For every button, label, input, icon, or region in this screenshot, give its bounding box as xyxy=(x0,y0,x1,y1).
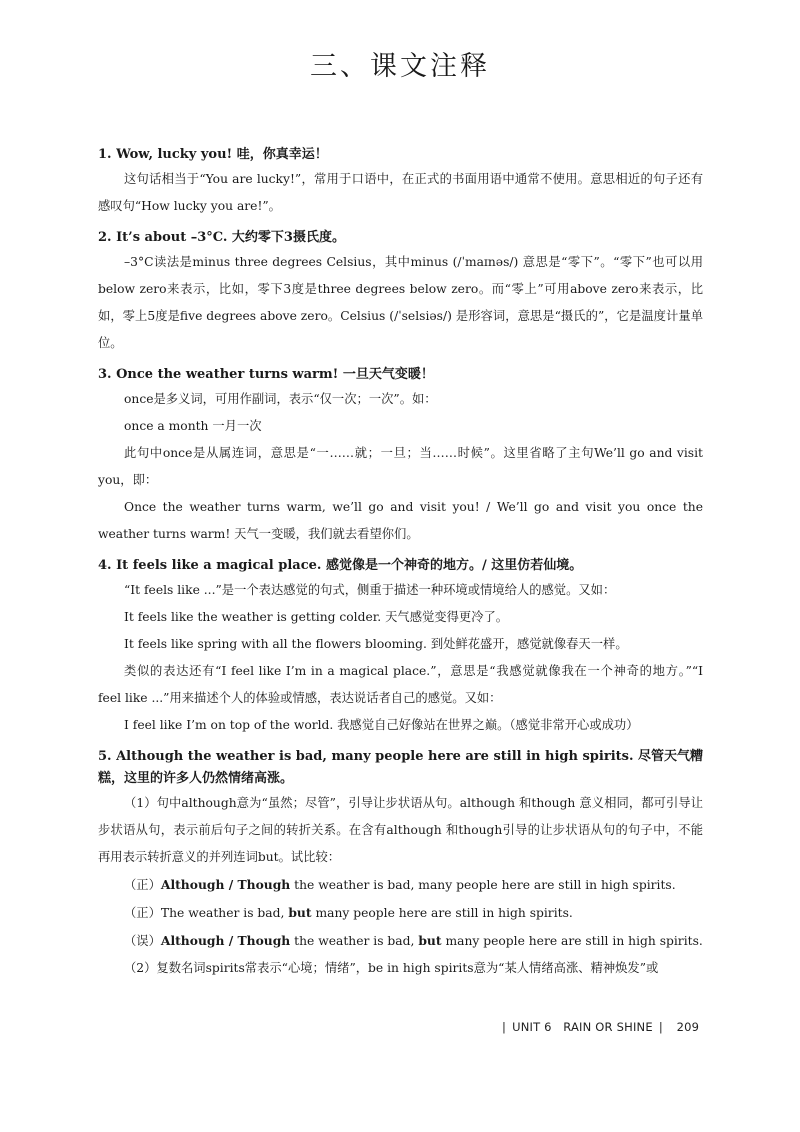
note-paragraph: 类似的表达还有“I feel like I’m in a magical place.”，意思是“我感觉就像我在一个神奇的地方。”“I feel like ...”用来描述个人的体验或情感，表达说话者自己的感觉。又如： xyxy=(98,664,703,705)
note-3 xyxy=(98,364,703,548)
emphasis: but xyxy=(418,933,442,948)
example-line: It feels like spring with all the flowers blooming. 到处鲜花盛开，感觉就像春天一样。 xyxy=(124,637,628,651)
note-paragraph: once是多义词，可用作副词，表示“仅一次；一次”。如： xyxy=(124,392,437,406)
note-paragraph: 此句中once是从属连词，意思是“一……就；一旦；当……时候”。这里省略了主句We’ll go and visit you，即： xyxy=(98,446,703,487)
page-title: 三、课文注释 xyxy=(310,51,490,82)
note-5 xyxy=(98,746,703,982)
footer-unit-title: RAIN OR SHINE xyxy=(563,1020,653,1034)
example-text: （正）The weather is bad, xyxy=(124,906,289,920)
note-1 xyxy=(98,144,703,220)
note-paragraph: –3°C读法是minus three degrees Celsius，其中minus (/ˈmaɪnəs/) 意思是“零下”。“零下”也可以用below zero来表示，比如，零下3度是three degrees below zero。而“零上”可用above zero来表示，比如，零上5度是five degrees above zero。Celsius (/ˈselsiəs/) 是形容词，意思是“摄氏的”，它是温度计量单位。 xyxy=(98,255,703,350)
page-number: 209 xyxy=(676,1020,700,1034)
note-2 xyxy=(98,227,703,357)
note-paragraph: “It feels like ...”是一个表达感觉的句式，侧重于描述一种环境或情境给人的感觉。又如： xyxy=(124,583,616,597)
example-text: the weather is bad, many people here are still in high spirits. xyxy=(290,878,676,892)
example-line xyxy=(98,927,703,955)
note-title: 2. It’s about –3°C. 大约零下3摄氏度。 xyxy=(98,230,345,245)
example-text: the weather is bad, xyxy=(290,934,419,948)
emphasis: Although / Though xyxy=(160,933,291,948)
note-title: 5. Although the weather is bad, many people here are still in high spirits. 尽管天气糟糕，这里的许多人仍然情绪高涨。 xyxy=(98,749,704,786)
emphasis: but xyxy=(288,905,312,920)
example-line xyxy=(98,871,703,899)
notes-content xyxy=(98,144,703,982)
example-line: once a month 一月一次 xyxy=(124,419,262,433)
divider: | xyxy=(502,1020,507,1034)
example-line xyxy=(98,899,703,927)
page-footer xyxy=(496,1020,699,1034)
note-title: 3. Once the weather turns warm! 一旦天气变暖！ xyxy=(98,367,434,382)
example-text: many people here are still in high spirits. xyxy=(311,906,573,920)
note-paragraph: （2）复数名词spirits常表示“心境；情绪”，be in high spirits意为“某人情绪高涨、精神焕发”或 xyxy=(124,961,659,975)
note-paragraph: （1）句中although意为“虽然；尽管”，引导让步状语从句。although 和though 意义相同，都可引导让步状语从句，表示前后句子之间的转折关系。在含有although 和though引导的让步状语从句的句子中，不能再用表示转折意义的并列连词but。试比较： xyxy=(98,796,703,864)
example-line: It feels like the weather is getting colder. 天气感觉变得更冷了。 xyxy=(124,610,509,624)
note-4 xyxy=(98,555,703,739)
divider: | xyxy=(658,1020,663,1034)
note-paragraph: 这句话相当于“You are lucky!”，常用于口语中，在正式的书面用语中通常不使用。意思相近的句子还有感叹句“How lucky you are!”。 xyxy=(98,172,703,213)
footer-unit: UNIT 6 xyxy=(512,1020,552,1034)
emphasis: Although / Though xyxy=(160,877,291,892)
label-wrong: （误） xyxy=(124,934,161,948)
note-title: 4. It feels like a magical place. 感觉像是一个神奇的地方。/ 这里仿若仙境。 xyxy=(98,558,583,573)
example-line: Once the weather turns warm, we’ll go and visit you! / We’ll go and visit you once the weather turns warm! 天气一变暖，我们就去看望你们。 xyxy=(98,500,703,541)
example-line: I feel like I’m on top of the world. 我感觉自己好像站在世界之巅。（感觉非常开心或成功） xyxy=(124,718,639,732)
note-title: 1. Wow, lucky you! 哇，你真幸运！ xyxy=(98,147,328,162)
label-correct: （正） xyxy=(124,878,161,892)
example-text: many people here are still in high spirits. xyxy=(441,934,703,948)
